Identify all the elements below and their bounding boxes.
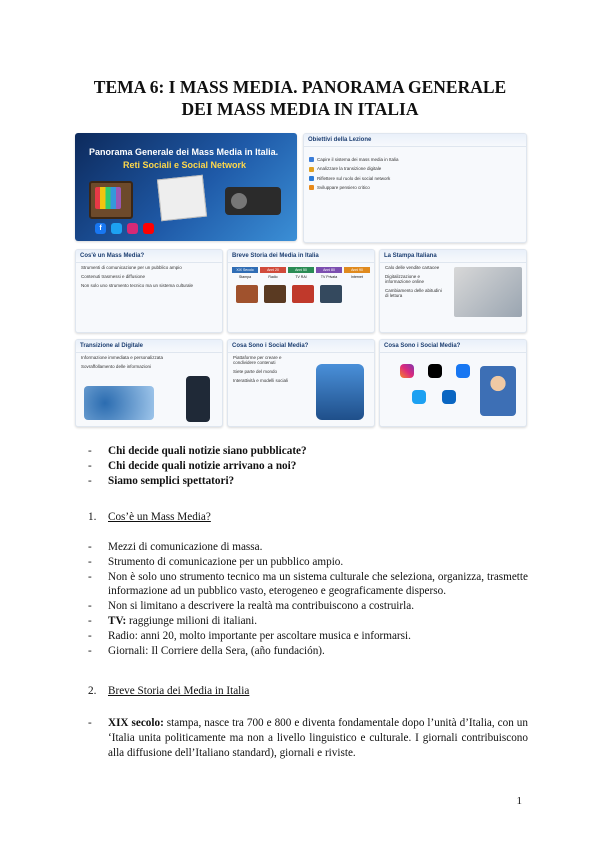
computer-icon	[320, 285, 342, 303]
smartphone-icon	[186, 376, 210, 422]
tiktok-icon	[428, 364, 442, 378]
hero-slide	[75, 133, 297, 241]
list-item: - Giornali: Il Corriere della Sera, (año fundación).	[88, 644, 325, 657]
list-item: - Strumento di comunicazione per un pubblico ampio.	[88, 555, 344, 568]
list-item: - Mezzi di comunicazione di massa.	[88, 541, 263, 553]
press-icon	[236, 285, 258, 303]
slide-mass-media: Cos'è un Mass Media? Strumenti di comunicazione per un pubblico ampio Contenuti trasmessi e diffusione Non solo uno strumento tecnico ma un sistema culturale	[75, 249, 223, 333]
section-1-list	[88, 540, 528, 658]
page-number: 1	[516, 795, 522, 807]
tv-icon	[292, 285, 314, 303]
slide-digital-transition: Transizione al Digitale Informazione immediata e personalizzata Sovraffollamento delle informazioni	[75, 339, 223, 427]
lesson-slides-collage	[75, 133, 525, 425]
slide-social-media-1: Cosa Sono i Social Media? Piattaforme per creare e condividere contenuti Siete parte del mondo Interattività e modelli sociali	[227, 339, 375, 427]
instagram-icon	[400, 364, 414, 378]
radio-icon	[264, 285, 286, 303]
slide-italian-press: La Stampa Italiana Calo delle vendite cartacee Digitalizzazione e informazione online Cambiamento delle abitudini di lettura	[379, 249, 527, 333]
questions-list	[88, 444, 528, 488]
list-item: - Chi decide quali notizie siano pubblicate?	[88, 445, 307, 457]
list-item: - Siamo semplici spettatori?	[88, 474, 235, 487]
hand-phone-image	[316, 364, 364, 420]
list-item: - Chi decide quali notizie arrivano a noi?	[88, 459, 297, 472]
people-image	[480, 366, 516, 416]
section-2-list	[88, 716, 528, 760]
slide-social-media-2: Cosa Sono i Social Media?	[379, 339, 527, 427]
newspaper-icon	[157, 175, 207, 222]
facebook-icon	[456, 364, 470, 378]
slide-media-history: Breve Storia dei Media in Italia XIX Secolo Anni 20 Anni 50 Anni 80 Anni 90 Stampa Radio TV RAI TV Privata Internet	[227, 249, 375, 333]
list-item: - Radio: anni 20, molto importante per ascoltare musica e informarsi.	[88, 629, 411, 642]
instagram-icon	[127, 223, 138, 234]
list-item: - XIX secolo: stampa, nasce tra 700 e 800 e diventa fondamentale dopo l’unità d’Italia, con un ‘Italia unita politicamente ma non a livello linguistico e culturale. I giornali contribuiscono alla diffusione dell’Italiano standard), giornali e riviste.	[88, 717, 528, 759]
section-2-heading: 2. Breve Storia dei Media in Italia	[88, 685, 250, 697]
youtube-icon	[143, 223, 154, 234]
page-title: TEMA 6: I MASS MEDIA. PANORAMA GENERALE DEI MASS MEDIA IN ITALIA	[93, 77, 507, 119]
facebook-icon: f	[95, 223, 106, 234]
list-item: - Non è solo uno strumento tecnico ma un sistema culturale che seleziona, organizza, trasmette informazione ad un pubblico vasto, eterogeneo e geograficamente disperso.	[88, 570, 528, 598]
hero-subtitle: Reti Sociali e Social Network	[123, 160, 247, 170]
hero-title: Panorama Generale dei Mass Media in Italia.	[89, 147, 279, 157]
newspapers-image	[454, 267, 522, 317]
linkedin-icon	[442, 390, 456, 404]
list-item: - Non si limitano a descrivere la realtà ma contribuiscono a costruirla.	[88, 600, 414, 613]
list-item: - TV: raggiunge milioni di italiani.	[88, 614, 258, 627]
twitter-icon	[111, 223, 122, 234]
twitter-icon	[412, 390, 426, 404]
people-network-image	[84, 386, 154, 420]
radio-icon	[225, 187, 281, 215]
section-1-heading: 1. Cos’è un Mass Media?	[88, 511, 211, 523]
objectives-slide: Obiettivi della Lezione Capire il sistema dei mass media in Italia Analizzare la transizione digitale Riflettere sul ruolo dei social network Sviluppare pensiero critico	[303, 133, 527, 243]
tv-icon	[89, 181, 133, 219]
